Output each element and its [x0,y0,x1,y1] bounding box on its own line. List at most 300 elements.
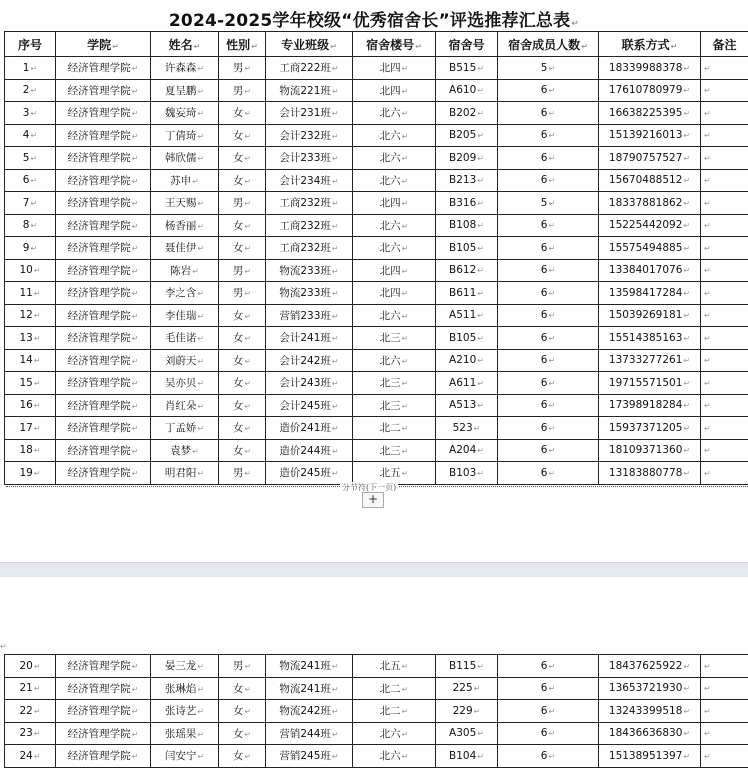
cell-mark-icon: ↵ [244,401,252,411]
cell-mark-icon: ↵ [683,198,691,208]
cell-mark-icon: ↵ [244,109,252,119]
table-cell[interactable] [266,304,353,327]
table-cell[interactable] [56,192,151,215]
cell-mark-icon: ↵ [704,401,711,411]
table-cell[interactable] [599,214,701,237]
table-cell[interactable] [498,677,599,700]
table-cell[interactable] [219,349,266,372]
table-cell[interactable] [353,655,436,678]
table-cell[interactable] [219,655,266,678]
table-cell[interactable] [56,462,151,485]
table-cell[interactable] [353,327,436,350]
table-cell[interactable] [498,462,599,485]
table-cell[interactable] [266,147,353,170]
table-cell[interactable] [599,372,701,395]
table-cell[interactable] [498,372,599,395]
table-cell[interactable] [219,304,266,327]
table-cell[interactable] [56,147,151,170]
table-cell[interactable] [436,169,498,192]
table-cell[interactable] [436,57,498,80]
table-cell[interactable] [266,79,353,102]
table-cell[interactable] [436,394,498,417]
table-cell[interactable] [498,327,599,350]
table-cell[interactable] [266,417,353,440]
table-cell[interactable] [56,214,151,237]
table-cell[interactable] [599,462,701,485]
table-cell[interactable] [701,700,748,723]
table-cell[interactable] [701,745,748,768]
table-cell[interactable] [498,394,599,417]
table-cell[interactable] [151,214,219,237]
table-cell[interactable] [219,192,266,215]
table-cell[interactable] [436,237,498,260]
table-cell[interactable] [498,57,599,80]
table-cell[interactable] [151,102,219,125]
table-cell[interactable] [219,282,266,305]
table-cell[interactable] [5,700,56,723]
cell-text: 经济管理学院 [67,444,131,457]
table-cell[interactable] [219,259,266,282]
table-cell[interactable] [498,417,599,440]
table-cell[interactable] [498,282,599,305]
document-title [0,6,748,31]
table-cell[interactable] [5,169,56,192]
table-cell[interactable] [498,237,599,260]
cell-text: 造价241班 [279,422,331,435]
table-cell[interactable] [266,439,353,462]
table-cell[interactable] [151,417,219,440]
table-cell[interactable] [219,372,266,395]
cell-text: B104 [449,749,477,762]
table-cell[interactable] [353,394,436,417]
table-cell[interactable] [353,124,436,147]
table-cell[interactable] [599,147,701,170]
table-cell[interactable] [701,417,748,440]
table-cell[interactable] [701,462,748,485]
cell-text: 晏三龙 [164,660,197,673]
table-cell[interactable] [151,192,219,215]
table-cell[interactable] [599,102,701,125]
table-cell[interactable] [219,745,266,768]
table-cell[interactable] [151,745,219,768]
table-cell[interactable] [436,372,498,395]
table-cell[interactable] [219,214,266,237]
cell-text: 14 [19,354,33,367]
cell-text: 经济管理学院 [67,354,131,367]
table-cell[interactable] [436,462,498,485]
table-cell[interactable] [56,169,151,192]
cell-mark-icon: ↵ [401,64,409,74]
table-cell[interactable] [151,722,219,745]
cell-mark-icon: ↵ [704,311,711,321]
table-cell[interactable] [498,169,599,192]
table-cell[interactable] [5,192,56,215]
table-cell[interactable] [353,214,436,237]
table-cell[interactable] [599,192,701,215]
table-cell[interactable] [353,102,436,125]
cell-text: 15514385163 [608,331,683,344]
table-cell[interactable] [266,259,353,282]
cell-mark-icon: ↵ [401,131,409,141]
cell-mark-icon: ↵ [401,356,409,366]
cell-mark-icon: ↵ [33,423,41,433]
table-cell[interactable] [5,124,56,147]
cell-text: 13183880778 [608,466,683,479]
table-cell[interactable] [353,745,436,768]
table-cell[interactable] [701,57,748,80]
table-cell[interactable] [498,439,599,462]
table-cell[interactable] [498,700,599,723]
table-cell[interactable] [701,304,748,327]
table-cell[interactable] [266,372,353,395]
table-cell[interactable] [56,417,151,440]
table-cell[interactable] [436,327,498,350]
table-cell[interactable] [5,327,56,350]
cell-mark-icon: ↵ [30,63,38,73]
table-cell[interactable] [599,439,701,462]
table-cell[interactable] [599,57,701,80]
table-cell[interactable] [599,722,701,745]
table-cell[interactable] [353,372,436,395]
table-cell[interactable] [599,169,701,192]
table-cell[interactable] [498,147,599,170]
table-cell[interactable] [56,237,151,260]
table-cell[interactable] [498,655,599,678]
table-cell[interactable] [266,124,353,147]
table-cell[interactable] [5,439,56,462]
table-cell[interactable] [151,57,219,80]
table-cell[interactable] [701,214,748,237]
table-cell[interactable] [151,439,219,462]
table-cell[interactable] [56,677,151,700]
table-cell[interactable] [151,237,219,260]
cell-text: B108 [449,219,477,232]
cell-mark-icon: ↵ [548,108,556,118]
table-cell[interactable] [498,124,599,147]
table-cell[interactable] [498,214,599,237]
table-cell[interactable] [219,57,266,80]
table-row [5,700,748,723]
cell-text: 经济管理学院 [67,84,131,97]
table-cell[interactable] [56,394,151,417]
table-cell[interactable] [701,192,748,215]
table-cell[interactable] [151,124,219,147]
table-cell[interactable] [701,722,748,745]
cell-text: 6 [540,682,548,695]
table-cell[interactable] [219,700,266,723]
table-cell[interactable] [5,722,56,745]
cell-mark-icon: ↵ [473,706,481,716]
cell-mark-icon: ↵ [197,424,205,434]
table-cell[interactable] [151,677,219,700]
cell-mark-icon: ↵ [331,469,339,479]
table-cell[interactable] [5,745,56,768]
table-cell[interactable] [436,259,498,282]
table-cell[interactable] [5,237,56,260]
table-cell[interactable] [436,677,498,700]
table-cell[interactable] [353,259,436,282]
table-cell[interactable] [151,282,219,305]
cell-text: 18339988378 [608,61,683,74]
table-cell[interactable] [436,282,498,305]
cell-text: 经济管理学院 [67,377,131,390]
table-cell[interactable] [266,394,353,417]
table-cell[interactable] [599,327,701,350]
table-cell[interactable] [436,304,498,327]
table-cell[interactable] [266,677,353,700]
table-cell[interactable] [56,102,151,125]
table-cell[interactable] [701,259,748,282]
table-cell[interactable] [5,214,56,237]
table-cell[interactable] [599,259,701,282]
table-cell[interactable] [353,79,436,102]
table-cell[interactable] [56,372,151,395]
table-cell[interactable] [701,282,748,305]
table-cell[interactable] [5,57,56,80]
table-cell[interactable] [151,394,219,417]
cell-text: 北六 [379,309,401,322]
table-cell[interactable] [56,79,151,102]
table-cell[interactable] [56,700,151,723]
table-cell[interactable] [701,102,748,125]
table-cell[interactable] [498,722,599,745]
table-cell[interactable] [436,349,498,372]
cell-text: 6 [540,309,548,322]
table-cell[interactable] [436,700,498,723]
table-cell[interactable] [599,349,701,372]
table-cell[interactable] [266,722,353,745]
table-row [5,677,748,700]
table-cell[interactable] [701,439,748,462]
table-cell[interactable] [353,700,436,723]
table-cell[interactable] [151,259,219,282]
cell-text: 6 [540,466,548,479]
table-cell[interactable] [498,349,599,372]
table-cell[interactable] [498,102,599,125]
table-cell[interactable] [599,282,701,305]
cell-text: 明君阳 [164,467,197,480]
cell-text: 刘蔚天 [164,354,197,367]
table-cell[interactable] [266,700,353,723]
table-cell[interactable] [266,169,353,192]
table-cell[interactable] [353,304,436,327]
table-cell[interactable] [353,462,436,485]
cell-text: 张诗艺 [164,705,197,718]
table-cell[interactable] [266,214,353,237]
table-cell[interactable] [219,439,266,462]
table-cell[interactable] [599,655,701,678]
column-header [599,32,701,57]
table-cell[interactable] [436,214,498,237]
table-cell[interactable] [436,79,498,102]
cell-text: 经济管理学院 [67,62,131,75]
table-cell[interactable] [56,439,151,462]
cell-mark-icon: ↵ [704,108,711,118]
cell-mark-icon: ↵ [112,41,119,51]
cell-mark-icon: ↵ [331,176,339,186]
table-cell[interactable] [436,417,498,440]
cell-mark-icon: ↵ [197,469,205,479]
cell-mark-icon: ↵ [131,424,139,434]
table-cell[interactable] [56,282,151,305]
table-cell[interactable] [701,327,748,350]
table-cell[interactable] [151,700,219,723]
table-cell[interactable] [599,394,701,417]
table-cell[interactable] [599,745,701,768]
table-cell[interactable] [151,169,219,192]
table-cell[interactable] [5,79,56,102]
table-cell[interactable] [436,722,498,745]
table-cell[interactable] [701,394,748,417]
table-cell[interactable] [151,147,219,170]
table-cell[interactable] [701,79,748,102]
cell-mark-icon: ↵ [683,153,691,163]
table-cell[interactable] [266,192,353,215]
table-cell[interactable] [5,282,56,305]
table-cell[interactable] [599,237,701,260]
table-cell[interactable] [151,327,219,350]
table-cell[interactable] [151,304,219,327]
table-cell[interactable] [5,304,56,327]
cell-mark-icon: ↵ [415,41,422,51]
table-cell[interactable] [498,259,599,282]
table-cell[interactable] [498,304,599,327]
table-cell[interactable] [5,349,56,372]
table-cell[interactable] [219,327,266,350]
table-cell[interactable] [56,722,151,745]
table-cell[interactable] [701,237,748,260]
table-cell[interactable] [56,124,151,147]
cell-mark-icon: ↵ [683,706,691,716]
table-cell[interactable] [5,417,56,440]
table-cell[interactable] [151,462,219,485]
table-cell[interactable] [56,745,151,768]
table-cell[interactable] [701,372,748,395]
table-cell[interactable] [266,237,353,260]
table-cell[interactable] [219,237,266,260]
table-cell[interactable] [266,102,353,125]
table-cell[interactable] [436,124,498,147]
table-cell[interactable] [701,124,748,147]
table-cell[interactable] [701,147,748,170]
table-cell[interactable] [5,102,56,125]
cell-text: 北六 [379,219,401,232]
table-cell[interactable] [353,192,436,215]
cell-text: 6 [540,219,548,232]
table-cell[interactable] [436,439,498,462]
table-cell[interactable] [219,722,266,745]
table-cell[interactable] [219,677,266,700]
table-cell[interactable] [5,655,56,678]
table-cell[interactable] [5,147,56,170]
table-cell[interactable] [219,102,266,125]
table-cell[interactable] [56,655,151,678]
table-cell[interactable] [56,327,151,350]
cell-mark-icon: ↵ [670,41,678,51]
table-cell[interactable] [701,677,748,700]
cell-mark-icon: ↵ [331,244,339,254]
table-cell[interactable] [436,745,498,768]
table-cell[interactable] [266,349,353,372]
table-cell[interactable] [266,462,353,485]
table-cell[interactable] [701,169,748,192]
table-cell[interactable] [599,417,701,440]
table-cell[interactable] [701,349,748,372]
table-cell[interactable] [219,394,266,417]
table-cell[interactable] [498,79,599,102]
cell-text: 北四 [379,62,401,75]
table-cell[interactable] [219,417,266,440]
table-cell[interactable] [701,655,748,678]
table-cell[interactable] [219,147,266,170]
cell-text: 吴亦贝 [164,377,197,390]
add-row-button[interactable]: + [362,492,384,508]
cell-mark-icon: ↵ [244,662,252,672]
table-cell[interactable] [436,655,498,678]
table-cell[interactable] [353,439,436,462]
table-cell[interactable] [353,237,436,260]
table-cell[interactable] [219,79,266,102]
table-cell[interactable] [5,462,56,485]
table-cell[interactable] [599,79,701,102]
table-cell[interactable] [5,677,56,700]
table-cell[interactable] [498,745,599,768]
table-cell[interactable] [151,349,219,372]
table-cell[interactable] [436,102,498,125]
table-cell[interactable] [599,677,701,700]
table-cell[interactable] [56,304,151,327]
table-cell[interactable] [219,169,266,192]
cell-text: 北二 [379,422,401,435]
table-cell[interactable] [219,462,266,485]
table-cell[interactable] [353,349,436,372]
table-cell[interactable] [56,349,151,372]
table-cell[interactable] [498,192,599,215]
table-cell[interactable] [151,655,219,678]
table-cell[interactable] [151,79,219,102]
table-cell[interactable] [353,57,436,80]
table-row [5,394,748,417]
table-cell[interactable] [56,57,151,80]
table-cell[interactable] [599,304,701,327]
table-cell[interactable] [353,417,436,440]
table-cell[interactable] [266,655,353,678]
table-cell[interactable] [219,124,266,147]
table-cell[interactable] [266,282,353,305]
table-cell[interactable] [436,192,498,215]
table-cell[interactable] [151,372,219,395]
cell-text: 22 [19,704,33,717]
table-cell[interactable] [56,259,151,282]
cell-mark-icon: ↵ [33,356,41,366]
table-cell[interactable] [599,700,701,723]
table-cell[interactable] [353,147,436,170]
table-cell[interactable] [436,147,498,170]
table-cell[interactable] [353,677,436,700]
table-cell[interactable] [353,722,436,745]
table-cell[interactable] [353,282,436,305]
table-cell[interactable] [266,57,353,80]
cell-mark-icon: ↵ [401,221,409,231]
table-cell[interactable] [266,327,353,350]
table-cell[interactable] [353,169,436,192]
table-cell[interactable] [5,259,56,282]
cell-mark-icon: ↵ [477,198,484,208]
table-cell[interactable] [599,124,701,147]
table-cell[interactable] [5,394,56,417]
table-cell[interactable] [266,745,353,768]
table-cell[interactable] [5,372,56,395]
